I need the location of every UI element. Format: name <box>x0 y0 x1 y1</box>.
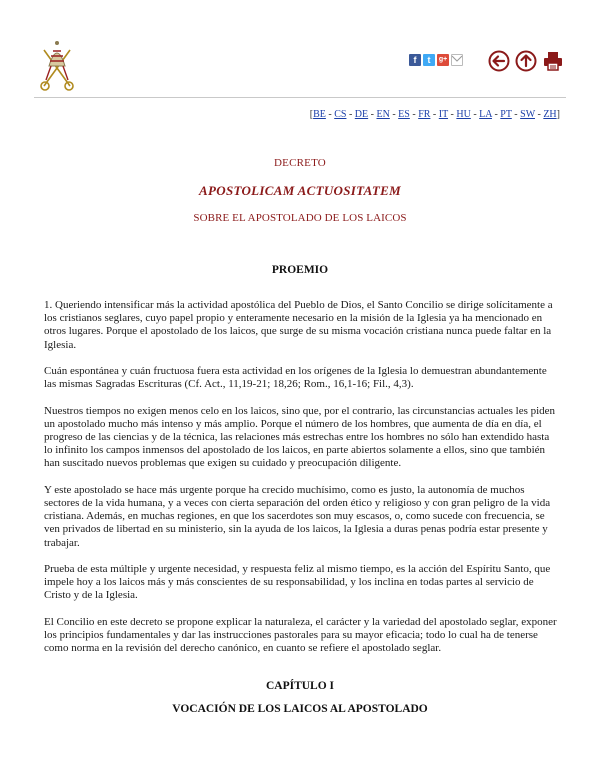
language-separator: - <box>430 109 439 120</box>
document-body <box>44 299 558 669</box>
language-separator: - <box>346 109 355 120</box>
section-title: PROEMIO <box>271 264 329 276</box>
paragraph: Cuán espontánea y cuán fructuosa fuera esta actividad en los orígenes de la Iglesia lo demuestran abundantemente las mismas Sagradas Escrituras (Cf. Act., 11,19-21; 18,26; Rom., 16,1-16; Fil., 4,3). <box>44 365 547 391</box>
language-separator: - <box>389 109 399 120</box>
paragraph: 1. Queriendo intensificar más la actividad apostólica del Pueblo de Dios, el Santo Concilio se dirige solícitamente a los cristianos seglares, cuyo papel propio y enteramente necesario en la misión de la Iglesia ya ha mencionado en otros lugares. Porque el apostolado de los laicos, que surge de su misma vocación cristiana nunca puede faltar en la Iglesia. <box>44 299 553 351</box>
paragraph: Y este apostolado se hace más urgente porque ha crecido muchísimo, como es justo, la autonomía de muchos sectores de la vida humana, y a veces con cierta separación del orden ético y religioso y con gran peligro de la vida cristiana. Además, en muchas regiones, en que los sacerdotes son muy escasos, o, como sucede con frecuencia, se ven privados de libertad en su ministerio, sin la ayuda de los laicos, la Iglesia a duras penas podría estar presente y trabajar. <box>44 483 551 549</box>
print-icon[interactable] <box>542 50 564 72</box>
back-arrow-icon[interactable] <box>488 50 510 72</box>
up-arrow-icon[interactable] <box>515 50 537 72</box>
language-separator: - <box>534 109 544 120</box>
page-nav-icons <box>488 50 564 72</box>
language-separator: - <box>448 109 457 120</box>
language-link-pt[interactable]: PT <box>500 109 512 120</box>
language-separator: - <box>511 109 521 120</box>
language-link-fr[interactable]: FR <box>418 109 431 120</box>
papal-crest-icon <box>34 36 80 92</box>
language-link-en[interactable]: EN <box>376 109 390 120</box>
language-link-it[interactable]: IT <box>438 109 449 120</box>
header-divider <box>34 97 566 98</box>
document-subtitle: SOBRE EL APOSTOLADO DE LOS LAICOS <box>193 212 407 224</box>
google-plus-icon[interactable]: g+ <box>437 54 449 66</box>
twitter-icon[interactable]: t <box>423 54 435 66</box>
language-link-sw[interactable]: SW <box>520 109 535 120</box>
facebook-icon[interactable]: f <box>409 54 421 66</box>
language-link-la[interactable]: LA <box>479 109 492 120</box>
language-link-cs[interactable]: CS <box>334 109 347 120</box>
language-selector <box>310 109 560 120</box>
language-bracket-close: ] <box>556 109 560 120</box>
email-icon[interactable] <box>451 54 463 66</box>
document-title: APOSTOLICAM ACTUOSITATEM <box>199 183 401 198</box>
language-separator: - <box>325 109 335 120</box>
paragraph: Prueba de esta múltiple y urgente necesidad, y respuesta feliz al mismo tiempo, es la acción del Espíritu Santo, que impele hoy a los laicos más y más conscientes de su responsabilidad, y los inclina en todas partes al servicio de Cristo y de la Iglesia. <box>44 563 551 602</box>
paragraph: El Concilio en este decreto se propone explicar la naturaleza, el carácter y la variedad del apostolado seglar, exponer los principios fundamentales y dar las instrucciones pastorales para su mayor eficacia; todo lo cual ha de tenerse como norma en la revisión del derecho canónico, en cuanto se refiere el apostolado seglar. <box>44 615 557 655</box>
chapter-heading: CAPÍTULO I <box>265 680 335 692</box>
social-share-bar <box>409 54 463 66</box>
language-link-zh[interactable]: ZH <box>543 109 557 120</box>
language-separator: - <box>368 109 377 120</box>
language-separator: - <box>470 109 480 120</box>
language-link-es[interactable]: ES <box>398 109 410 120</box>
language-separator: - <box>491 109 501 120</box>
language-bracket-open: [ <box>309 109 314 120</box>
language-link-be[interactable]: BE <box>313 109 326 120</box>
document-kind: DECRETO <box>274 157 326 169</box>
chapter-title: VOCACIÓN DE LOS LAICOS AL APOSTOLADO <box>172 703 428 715</box>
page-header <box>0 0 600 98</box>
paragraph: Nuestros tiempos no exigen menos celo en los laicos, sino que, por el contrario, las circunstancias actuales les piden un apostolado mucho más intenso y más amplio. Porque el número de los hombres, que aumenta de día en día, el progreso de las ciencias y de la técnica, las relaciones más estrechas entre los hombres no sólo han extendido hasta lo infinito los campos inmensos del apostolado de los laicos, en parte abiertos solamente a ellos, sino que también han suscitado nuevos problemas que exigen su cuidado y preocupación diligente. <box>44 404 556 470</box>
language-link-hu[interactable]: HU <box>456 109 471 120</box>
language-link-de[interactable]: DE <box>354 109 369 120</box>
language-separator: - <box>409 109 419 120</box>
